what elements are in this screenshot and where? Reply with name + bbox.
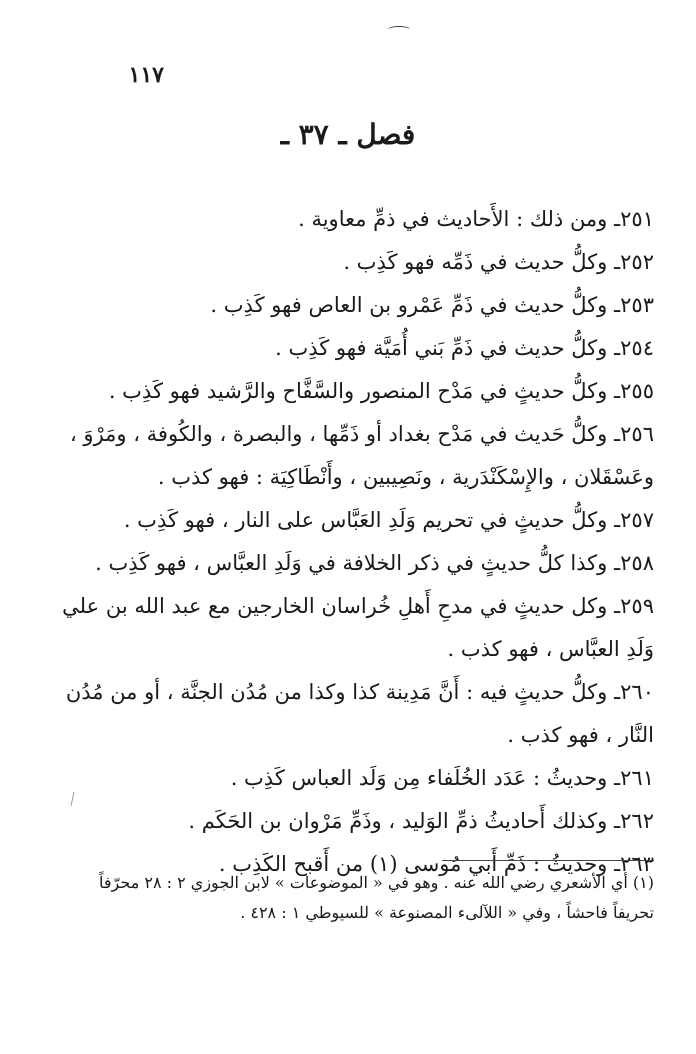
section-title: فصل ـ ٣٧ ـ bbox=[280, 118, 416, 151]
list-item bbox=[60, 757, 654, 800]
footnote-divider bbox=[442, 860, 654, 861]
item-text: ـ وكلُّ حديث في ذَمِّ بَني أُمَيَّة فهو كَذِب . bbox=[275, 336, 621, 360]
item-number: ٢٥٥ bbox=[620, 379, 654, 403]
list-item bbox=[60, 198, 654, 241]
list-item bbox=[60, 542, 654, 585]
item-text: ـ وكل حديثٍ في مدحِ أَهلِ خُراسان الخارجين مع عبد الله بن علي وَلَدِ العبَّاس ، فهو كذب . bbox=[62, 594, 654, 661]
item-text: ـ وحديثُ : عَدَد الخُلَفاء مِن وَلَد العباس كَذِب . bbox=[230, 766, 621, 790]
list-item bbox=[60, 585, 654, 671]
list-item bbox=[60, 800, 654, 843]
item-text: ـ وكلُّ حديثٍ في مَدْح المنصور والسَّفَّاح والرَّشيد فهو كَذِب . bbox=[108, 379, 621, 403]
item-number: ٢٦٠ bbox=[620, 680, 654, 704]
list-item bbox=[60, 370, 654, 413]
list-item bbox=[60, 413, 654, 499]
item-text: ـ وكلُّ حديث في ذَمِّ عَمْرو بن العاص فهو كَذِب . bbox=[210, 293, 621, 317]
item-number: ٢٥٢ bbox=[620, 250, 654, 274]
list-item bbox=[60, 671, 654, 757]
footnote bbox=[40, 868, 654, 928]
item-number: ٢٥٩ bbox=[620, 594, 654, 618]
item-text: ـ وكذا كلُّ حديثٍ في ذكر الخلافة في وَلَدِ العبَّاس ، فهو كَذِب . bbox=[95, 551, 621, 575]
item-text: ـ وكلُّ حديثٍ فيه : أَنَّ مَدِينة كذا وكذا من مُدُن الجنَّة ، أو من مُدُن النَّار ، فهو كذب . bbox=[65, 680, 654, 747]
top-ornament-mark bbox=[388, 26, 410, 33]
item-number: ٢٦١ bbox=[620, 766, 654, 790]
item-text: ـ وكلُّ حديث في ذَمِّه فهو كَذِب . bbox=[343, 250, 621, 274]
item-text: ـ وكلُّ حديثٍ في تحريم وَلَدِ العَبَّاس على النار ، فهو كَذِب . bbox=[123, 508, 621, 532]
items-list bbox=[60, 198, 654, 886]
item-text: ـ وحديثُ : ذَمِّ أَبي مُوسى (١) من أَقبح الكَذِب . bbox=[218, 852, 621, 876]
list-item bbox=[60, 284, 654, 327]
footnote-line: تحريفاً فاحشاً ، وفي « اللآلىء المصنوعة » للسيوطي ١ : ٤٢٨ . bbox=[240, 903, 654, 922]
item-text: ـ ومن ذلك : الأَحاديث في ذمِّ معاوية . bbox=[298, 207, 621, 231]
item-number: ٢٥٣ bbox=[620, 293, 654, 317]
item-number: ٢٥٦ bbox=[620, 422, 654, 446]
item-number: ٢٦٣ bbox=[620, 852, 654, 876]
item-number: ٢٥٤ bbox=[620, 336, 654, 360]
list-item bbox=[60, 241, 654, 284]
item-number: ٢٥٨ bbox=[620, 551, 654, 575]
footnote-line: (١) أي الأشعري رضي الله عنه . وهو في « الموضوعات » لابن الجوزي ٢ : ٢٨ محرّفاً bbox=[99, 873, 654, 892]
list-item bbox=[60, 327, 654, 370]
item-text: ـ وكلُّ حَديث في مَدْح بغداد أو ذَمِّها ، والبصرة ، والكُوفة ، ومَرْوَ ، وعَسْقَلان ، والإِسْكَنْدَرية ، ونَصِيبين ، وأَنْطَاكِيَة : فهو كذب . bbox=[69, 422, 654, 489]
item-number: ٢٥١ bbox=[620, 207, 654, 231]
item-number: ٢٦٢ bbox=[620, 809, 654, 833]
page-number: ١١٧ bbox=[128, 62, 164, 88]
list-item bbox=[60, 499, 654, 542]
item-number: ٢٥٧ bbox=[620, 508, 654, 532]
item-text: ـ وكذلك أَحاديثُ ذمِّ الوَليد ، وذَمِّ مَرْوان بن الحَكَم . bbox=[188, 809, 621, 833]
